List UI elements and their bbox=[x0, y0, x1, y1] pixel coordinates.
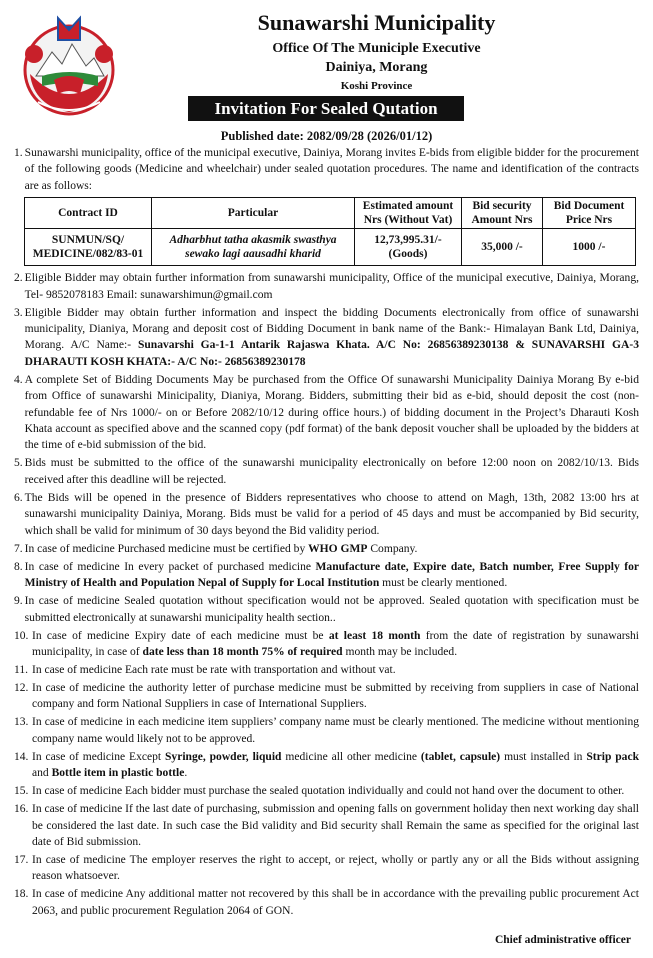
clause-14 bbox=[14, 749, 639, 782]
clause-5 bbox=[14, 455, 639, 488]
clause-text-plain: and bbox=[32, 767, 49, 780]
clause-16 bbox=[14, 801, 639, 850]
header-contract-id: Contract ID bbox=[25, 198, 152, 229]
cell-particular: Adharbhut tatha akasmik swasthya sewako lagi aausadhi kharid bbox=[152, 229, 355, 266]
clause-11 bbox=[14, 662, 639, 678]
clause-13 bbox=[14, 714, 639, 747]
cell-bid-security: 35,000 /- bbox=[462, 229, 543, 266]
clause-number: 7. bbox=[14, 542, 23, 555]
clause-number: 10. bbox=[14, 629, 29, 642]
header-bid-document-price: Bid Document Price Nrs bbox=[543, 198, 636, 229]
nepal-emblem-icon bbox=[14, 14, 124, 118]
clause-text bbox=[32, 628, 639, 661]
clause-8 bbox=[14, 559, 639, 592]
clause-text: The Bids will be opened in the presence of Bidders representatives who choose to attend on Magh, 13th, 2082 13:00 hrs at sunawarshi municipality Dainiya, Morang. Bids must be valid for a period of 45 days and must be accompanied by Bid security, which shall be valid for minimum of 30 days beyond the Bid validity period. bbox=[24, 491, 639, 537]
province-name: Koshi Province bbox=[340, 80, 413, 92]
clause-number: 17. bbox=[14, 853, 29, 866]
clause-number: 13. bbox=[14, 716, 29, 729]
clause-number: 12. bbox=[14, 681, 29, 694]
clause-text-plain: In case of medicine In every packet of purchased medicine bbox=[24, 560, 311, 573]
clause-text-bold: Bottle item in plastic bottle bbox=[51, 767, 185, 780]
bank-account-details: Sunavarshi Ga-1-1 Antarik Rajaswa Khata. A/C No: 26856389230138 & SUNAVARSHI GA-3 DHARAUTI KOSH KHATA:- A/C No:- 26856389230178 bbox=[24, 339, 639, 368]
page-title: Sunawarshi Municipality bbox=[257, 10, 496, 35]
clause-text: Sunawarshi municipality, office of the municipal executive, Dainiya, Morang invites E-bids from eligible bidder for the procurement of the following goods (Medicine and wheelchair) under sealed quotation procedures. The name and identification of the contracts are as follows: bbox=[24, 147, 639, 192]
clause-text: Eligible Bidder may obtain further information from sunawarshi municipality, Office of the municipal executive, Dainiya, Morang, Tel- 9852078183 Email: sunawarshimun@gmail.com bbox=[24, 272, 639, 301]
clause-text-plain: Eligible Bidder may obtain further information and inspect the bidding Documents electronically from office of sunawarshi municipality, Dianiya, Morang and deposit cost of Bidding Document in bank name of the Bank:- Himalayan Bank Ltd, Dainiya, Morang. A/C Name:- bbox=[24, 306, 639, 352]
clause-text: Bids must be submitted to the office of the sunawarshi municipality electronically on before 12:00 noon on 2082/10/13. Bids received after this deadline will be rejected. bbox=[24, 457, 639, 486]
notice-body bbox=[14, 145, 639, 921]
clause-text-bold: date less than 18 month 75% of required bbox=[142, 645, 343, 658]
clause-text: In case of medicine Each bidder must purchase the sealed quotation individually and could not hand over the document to other. bbox=[32, 785, 625, 798]
clause-text-plain: In case of medicine Except bbox=[32, 750, 162, 763]
clause-12 bbox=[14, 680, 639, 713]
clause-text: In case of medicine Each rate must be rate with transportation and without vat. bbox=[32, 663, 396, 676]
signature-title: Chief administrative officer bbox=[494, 934, 631, 946]
clause-text-bold: Manufacture date, Expire date, Batch number, Free Supply for Ministry of Health and Population Nepal of Supply for Local Institution bbox=[24, 560, 640, 590]
clause-number: 2. bbox=[14, 272, 23, 285]
clause-text: In case of medicine If the last date of purchasing, submission and opening falls on government holiday then next working day shall be considered the last date. In such case the Bid validity and Bid security shall Remain the same as specified for the original last date of Bid submission. bbox=[32, 803, 639, 848]
clause-text bbox=[25, 559, 639, 592]
clause-text-bold: at least 18 month bbox=[328, 629, 421, 642]
clause-number: 3. bbox=[14, 306, 23, 319]
clause-text bbox=[25, 541, 639, 557]
clause-number: 4. bbox=[14, 373, 23, 386]
cell-contract-id: SUNMUN/SQ/ MEDICINE/082/83-01 bbox=[25, 229, 152, 266]
table-header-row bbox=[25, 198, 636, 229]
clause-text: In case of medicine Any additional matter not recovered by this shall be in accordance with the prevailing public procurement Act 2063, and public procurement Regulation 2064 of GON. bbox=[32, 888, 639, 917]
clause-text-plain: from the date of registration by sunawarshi municipality, in case of bbox=[32, 629, 640, 658]
clause-text-bold: Syringe, powder, liquid bbox=[165, 750, 282, 763]
published-date: Published date: 2082/09/28 (2026/01/12) bbox=[220, 129, 433, 143]
clause-18 bbox=[14, 886, 639, 919]
clause-text: A complete Set of Bidding Documents May be purchased from the Office Of sunawarshi Municipality Dainiya Morang By e-bid from Office of sunawarshi Minicipality, Dianiya, Morang. Bidders, submitting their bid as e-bid, should deposit the cost (non-refundable fee of Nrs 1000/- on or Before 2082/10/12 during office hours.) of bidding document in the Project’s Dharauti Kosh Khata account as specified above and the scanned copy (pdf format) of the bank deposit voucher shall be uploaded by the bidders at the time of e-bid submission of the bid. bbox=[24, 373, 639, 452]
clause-number: 5. bbox=[14, 457, 23, 470]
cell-bid-document-price: 1000 /- bbox=[543, 229, 636, 266]
clause-number: 9. bbox=[14, 595, 23, 608]
clause-7 bbox=[14, 541, 639, 557]
office-name: Office Of The Municiple Executive bbox=[272, 41, 481, 56]
clause-text bbox=[25, 305, 639, 371]
office-location: Dainiya, Morang bbox=[325, 60, 428, 75]
cell-estimated-amount: 12,73,995.31/- (Goods) bbox=[355, 229, 462, 266]
clause-text-bold: WHO GMP bbox=[308, 542, 368, 555]
clause-text-plain: In case of medicine Expiry date of each medicine must be bbox=[32, 629, 324, 642]
clause-number: 15. bbox=[14, 785, 29, 798]
clause-text: In case of medicine the authority letter of purchase medicine must be submitted by receiving from suppliers in case of National company and form National Suppliers in case of International Suppliers. bbox=[32, 681, 639, 711]
table-row bbox=[25, 229, 636, 266]
clause-number: 16. bbox=[14, 803, 29, 816]
clause-text: In case of medicine Sealed quotation without specification would not be approved. Sealed quotation with specification must be submitted electronically at sunawarshi municipality health section.. bbox=[24, 595, 639, 624]
clause-text-plain: Company. bbox=[370, 542, 418, 555]
header-bid-security: Bid security Amount Nrs bbox=[462, 198, 543, 229]
clause-text-plain: month may be included. bbox=[345, 645, 458, 658]
clause-number: 1. bbox=[14, 147, 23, 159]
header-particular: Particular bbox=[152, 198, 355, 229]
clause-10 bbox=[14, 628, 639, 661]
header-estimated-amount: Estimated amount Nrs (Without Vat) bbox=[355, 198, 462, 229]
clause-text: In case of medicine in each medicine item suppliers’ company name must be clearly mentioned. The medicine without mentioning company name would likely not to be approved. bbox=[32, 716, 639, 745]
clause-text-plain: medicine all other medicine bbox=[285, 750, 417, 763]
clause-text-plain: must be clearly mentioned. bbox=[382, 577, 508, 590]
clause-15 bbox=[14, 783, 639, 799]
clause-text-bold: Strip pack bbox=[586, 750, 640, 763]
contracts-table bbox=[24, 197, 636, 266]
clause-number: 14. bbox=[14, 750, 29, 763]
clause-number: 18. bbox=[14, 888, 29, 901]
clause-text bbox=[32, 749, 639, 782]
clause-3 bbox=[14, 305, 639, 371]
clause-4 bbox=[14, 372, 639, 454]
clause-text-bold: (tablet, capsule) bbox=[420, 750, 501, 763]
clause-number: 8. bbox=[14, 560, 23, 573]
clause-1 bbox=[14, 145, 639, 194]
clause-17 bbox=[14, 852, 639, 885]
clause-text: In case of medicine The employer reserves the right to accept, or reject, wholly or partly any or all the Bids without assigning reason whatsoever. bbox=[32, 853, 639, 883]
clause-text-plain: must installed in bbox=[504, 750, 583, 763]
clause-number: 6. bbox=[14, 491, 23, 504]
clause-text-plain: In case of medicine Purchased medicine must be certified by bbox=[24, 542, 306, 555]
clause-number: 11. bbox=[14, 663, 29, 676]
clause-6 bbox=[14, 490, 639, 539]
clause-2 bbox=[14, 270, 639, 303]
notice-banner: Invitation For Sealed Qutation bbox=[188, 96, 464, 121]
clause-9 bbox=[14, 593, 639, 626]
clause-text-plain: . bbox=[184, 767, 188, 780]
